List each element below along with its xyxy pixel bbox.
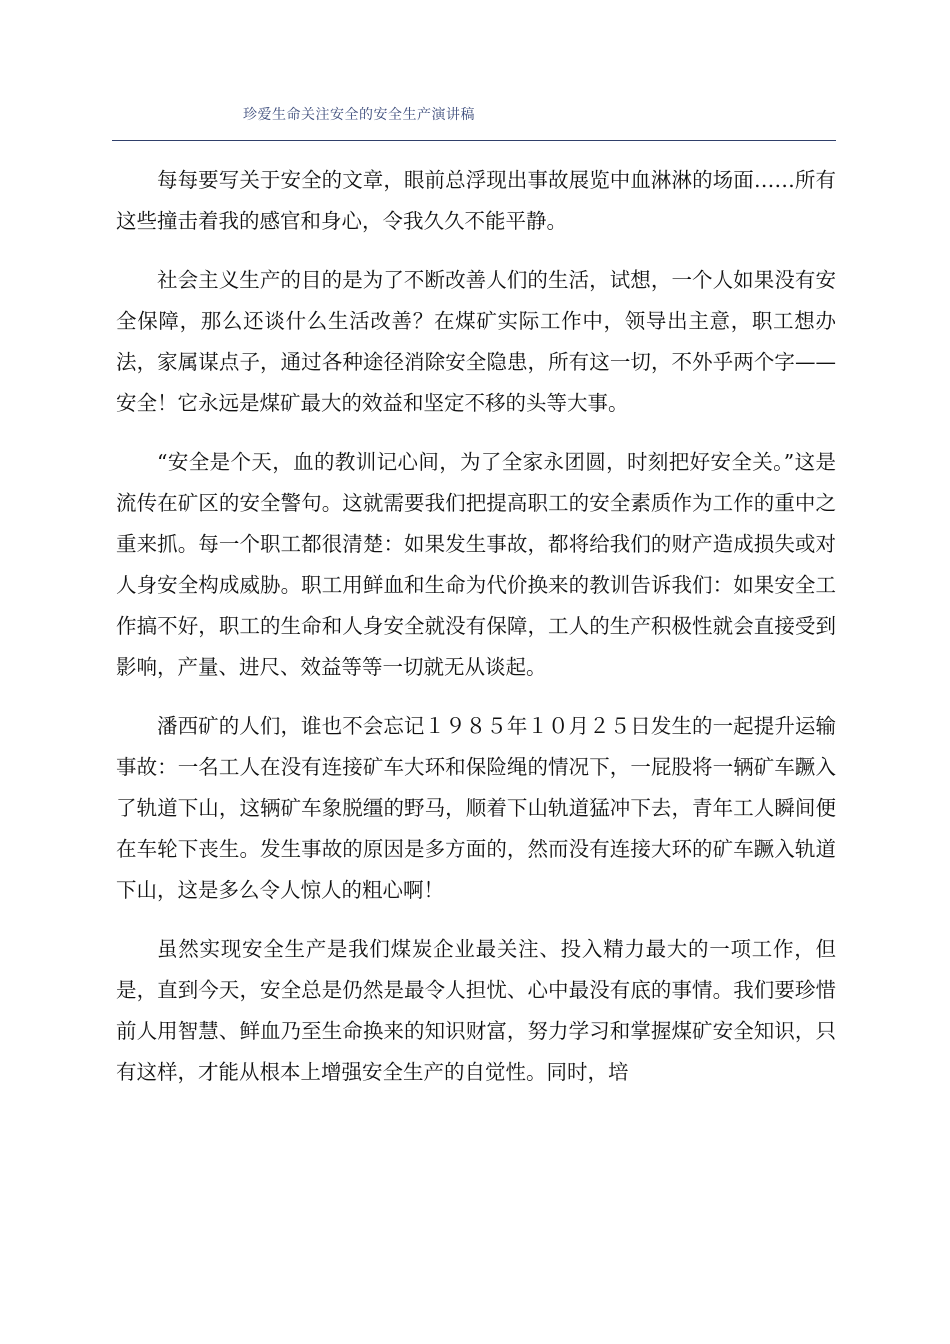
paragraph-1: 每每要写关于安全的文章，眼前总浮现出事故展览中血淋淋的场面……所有这些撞击着我的感官和身心，令我久久不能平静。 [116, 168, 836, 233]
document-body [116, 160, 836, 1111]
page-header-title: 珍爱生命关注安全的安全生产演讲稿 [243, 107, 475, 123]
paragraph-4: 潘西矿的人们，谁也不会忘记１９８５年１０月２５日发生的一起提升运输事故：一名工人在没有连接矿车大环和保险绳的情况下，一屁股将一辆矿车蹶入了轨道下山，这辆矿车象脱缰的野马，顺着下山轨道猛冲下去，青年工人瞬间便在车轮下丧生。发生事故的原因是多方面的，然而没有连接大环的矿车蹶入轨道下山，这是多么令人惊人的粗心啊！ [116, 714, 836, 902]
paragraph-3: “安全是个天，血的教训记心间，为了全家永团圆，时刻把好安全关。”这是流传在矿区的安全警句。这就需要我们把提高职工的安全素质作为工作的重中之重来抓。每一个职工都很清楚：如果发生事故，都将给我们的财产造成损失或对人身安全构成威胁。职工用鲜血和生命为代价换来的教训告诉我们：如果安全工作搞不好，职工的生命和人身安全就没有保障，工人的生产积极性就会直接受到影响，产量、进尺、效益等等一切就无从谈起。 [116, 450, 836, 679]
header-divider [112, 140, 836, 141]
paragraph-5: 虽然实现安全生产是我们煤炭企业最关注、投入精力最大的一项工作，但是，直到今天，安全总是仍然是最令人担忧、心中最没有底的事情。我们要珍惜前人用智慧、鲜血乃至生命换来的知识财富，努力学习和掌握煤矿安全知识，只有这样，才能从根本上增强安全生产的自觉性。同时，培 [116, 937, 836, 1084]
paragraph-2: 社会主义生产的目的是为了不断改善人们的生活，试想，一个人如果没有安全保障，那么还谈什么生活改善？在煤矿实际工作中，领导出主意，职工想办法，家属谋点子，通过各种途径消除安全隐患，所有这一切，不外乎两个字——安全！它永远是煤矿最大的效益和坚定不移的头等大事。 [116, 268, 836, 415]
